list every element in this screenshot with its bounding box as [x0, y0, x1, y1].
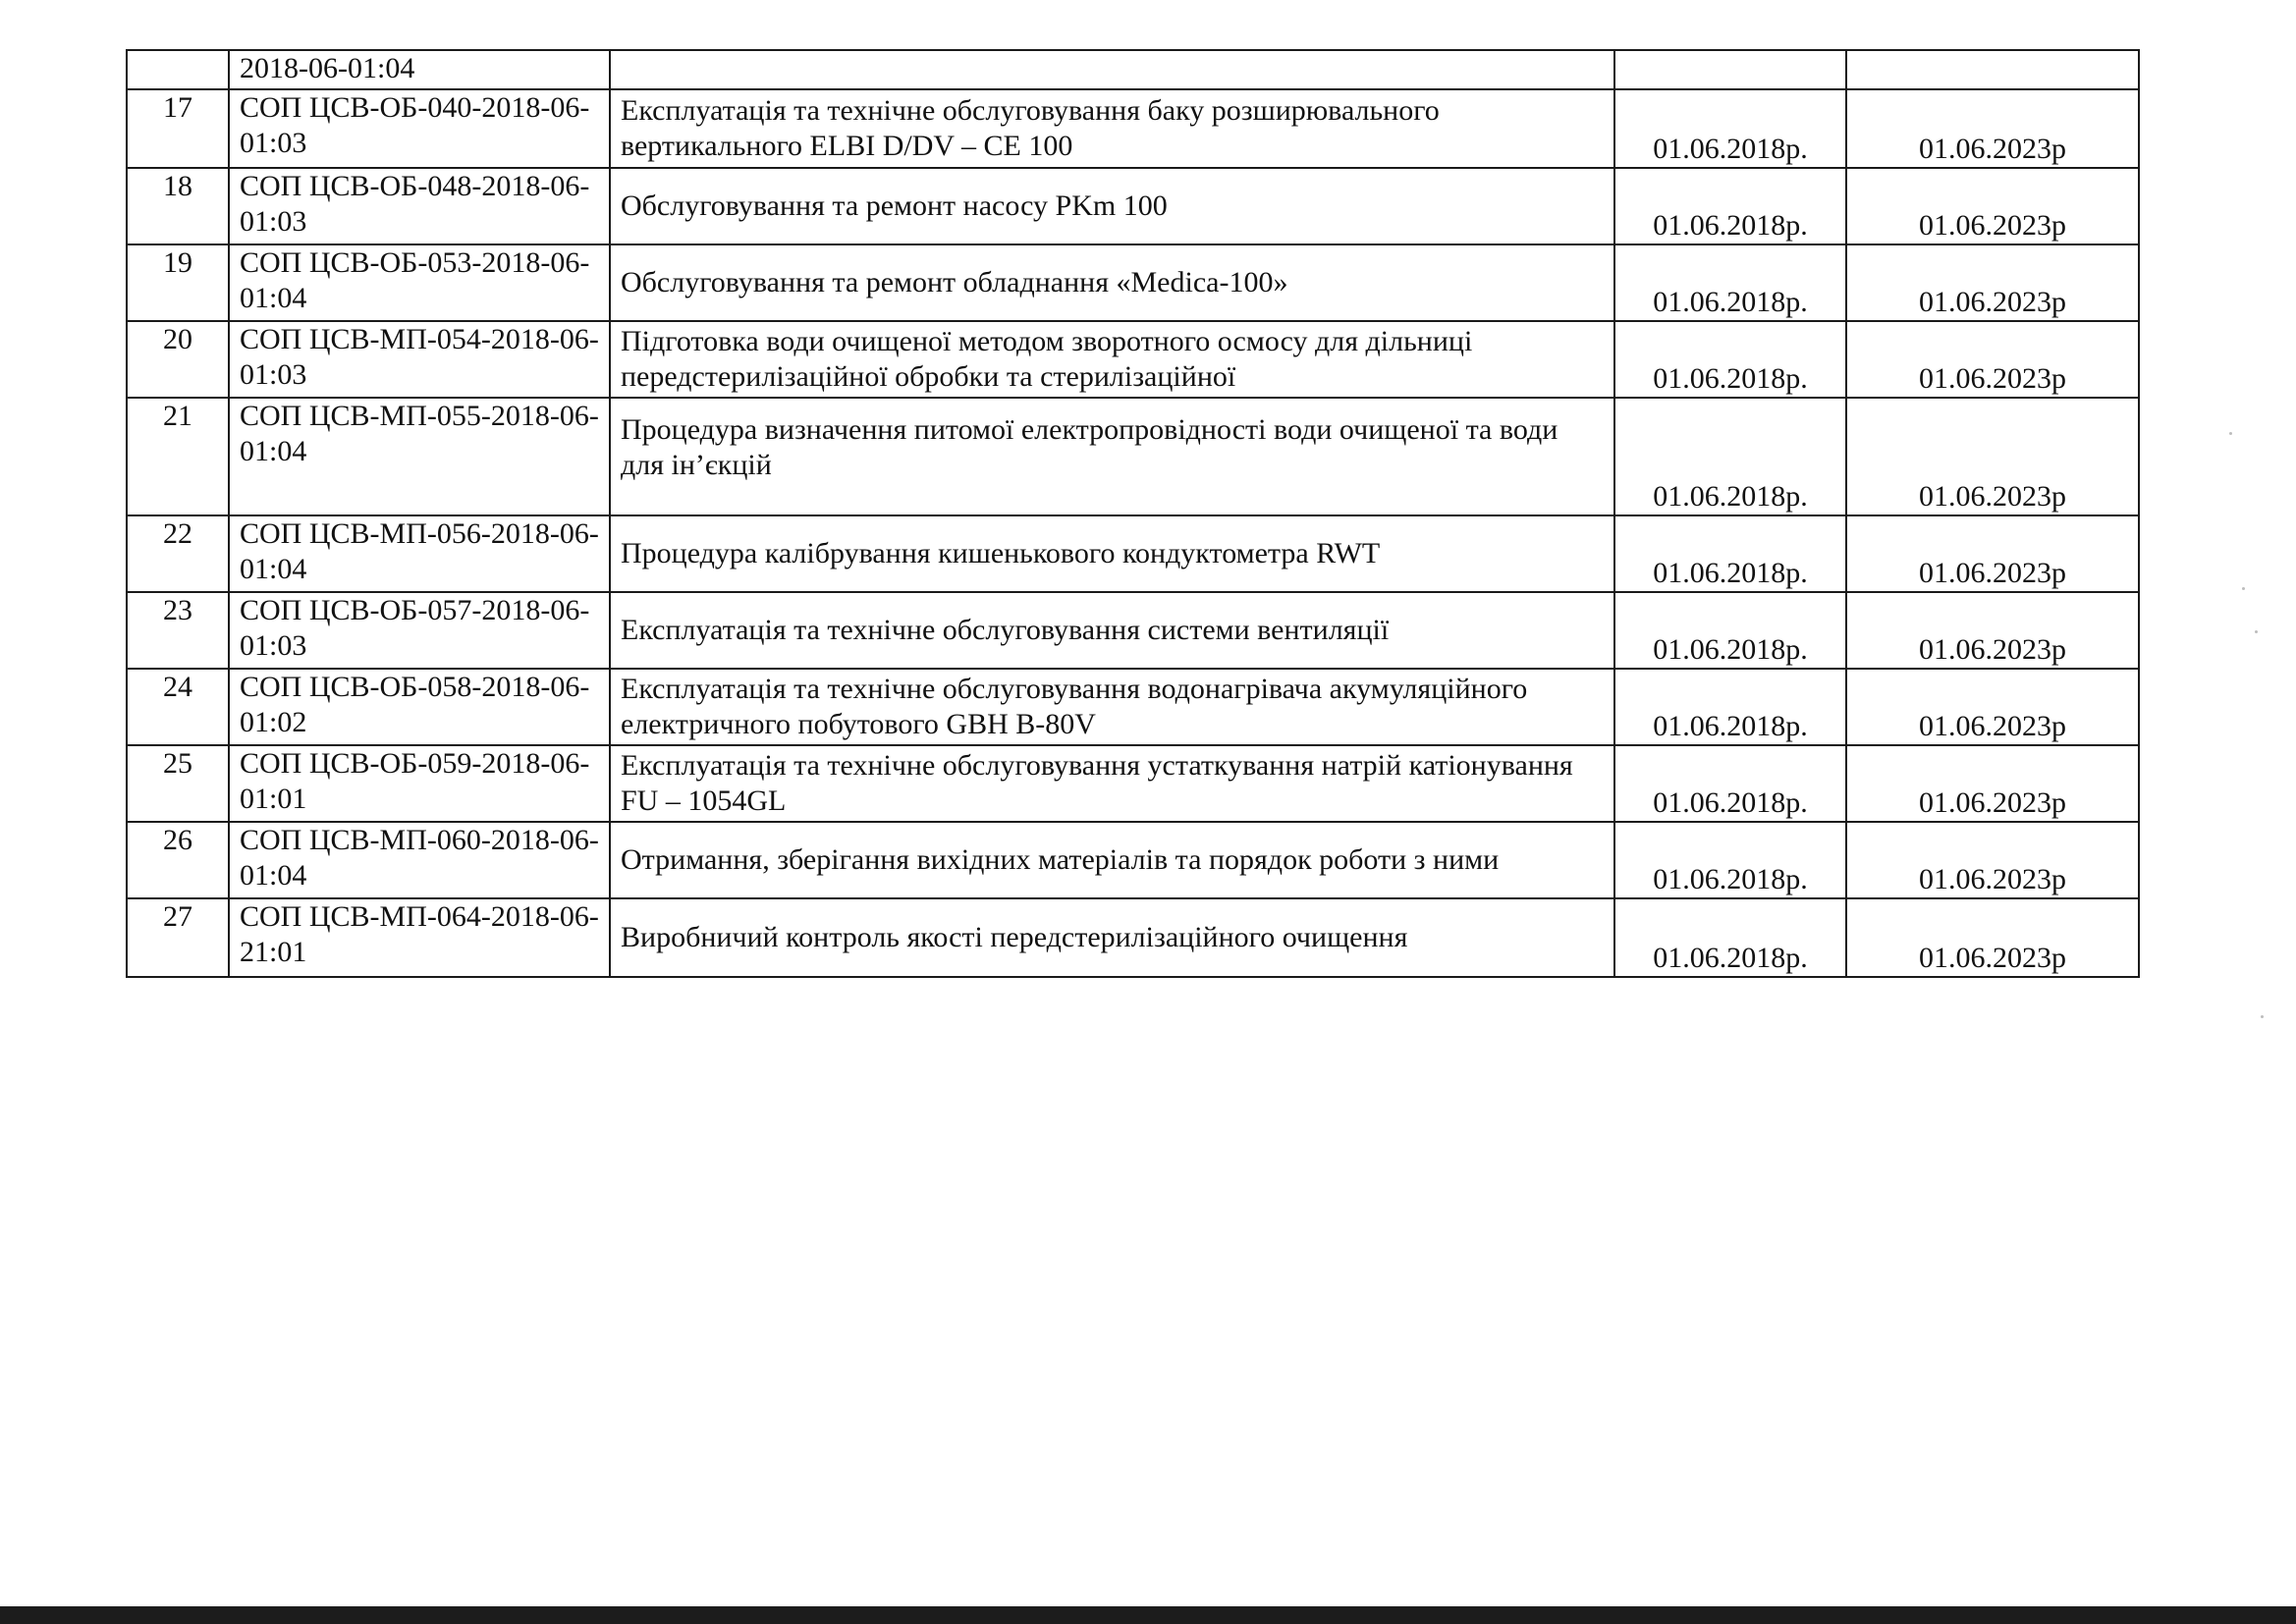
- scan-speck: [2261, 1015, 2264, 1018]
- table-row: [127, 398, 2139, 515]
- table-row: [127, 745, 2139, 822]
- start-date: 01.06.2018р.: [1614, 398, 1846, 515]
- row-number: 25: [127, 745, 229, 822]
- table-row: [127, 50, 2139, 89]
- sop-title: [610, 50, 1614, 89]
- sop-code: СОП ЦСВ-МП-055-2018-06-01:04: [229, 398, 610, 515]
- sop-title: Експлуатація та технічне обслуговування устаткування натрій катіонування FU – 1054GL: [610, 745, 1614, 822]
- sop-code: СОП ЦСВ-МП-060-2018-06-01:04: [229, 822, 610, 898]
- sop-code: 2018-06-01:04: [229, 50, 610, 89]
- start-date: 01.06.2018р.: [1614, 898, 1846, 977]
- sop-title: Виробничий контроль якості передстерилізаційного очищення: [610, 898, 1614, 977]
- start-date: [1614, 50, 1846, 89]
- row-number: 22: [127, 515, 229, 592]
- sop-code: СОП ЦСВ-МП-056-2018-06-01:04: [229, 515, 610, 592]
- row-number: 17: [127, 89, 229, 168]
- start-date: 01.06.2018р.: [1614, 592, 1846, 669]
- end-date: 01.06.2023р: [1846, 822, 2139, 898]
- table-row: [127, 592, 2139, 669]
- row-number: 21: [127, 398, 229, 515]
- sop-code: СОП ЦСВ-МП-064-2018-06-21:01: [229, 898, 610, 977]
- start-date: 01.06.2018р.: [1614, 822, 1846, 898]
- row-number: 20: [127, 321, 229, 398]
- start-date: 01.06.2018р.: [1614, 669, 1846, 745]
- end-date: 01.06.2023р: [1846, 244, 2139, 321]
- row-number: 27: [127, 898, 229, 977]
- start-date: 01.06.2018р.: [1614, 244, 1846, 321]
- scan-bottom-edge: [0, 1606, 2296, 1624]
- sop-title: Експлуатація та технічне обслуговування водонагрівача акумуляційного електричного побутового GBH B-80V: [610, 669, 1614, 745]
- end-date: 01.06.2023р: [1846, 515, 2139, 592]
- sop-code: СОП ЦСВ-МП-054-2018-06-01:03: [229, 321, 610, 398]
- sop-code: СОП ЦСВ-ОБ-040-2018-06-01:03: [229, 89, 610, 168]
- sop-title: Обслуговування та ремонт обладнання «Medica-100»: [610, 244, 1614, 321]
- sop-title: Підготовка води очищеної методом зворотного осмосу для дільниці передстерилізаційної обробки та стерилізаційної: [610, 321, 1614, 398]
- sop-code: СОП ЦСВ-ОБ-053-2018-06-01:04: [229, 244, 610, 321]
- row-number: 18: [127, 168, 229, 244]
- table-row: [127, 244, 2139, 321]
- sop-title: Процедура калібрування кишенькового кондуктометра RWT: [610, 515, 1614, 592]
- sop-title: Отримання, зберігання вихідних матеріалів та порядок роботи з ними: [610, 822, 1614, 898]
- table-row: [127, 669, 2139, 745]
- row-number: [127, 50, 229, 89]
- scan-speck: [2229, 432, 2232, 435]
- table-row: [127, 822, 2139, 898]
- start-date: 01.06.2018р.: [1614, 321, 1846, 398]
- end-date: 01.06.2023р: [1846, 89, 2139, 168]
- row-number: 19: [127, 244, 229, 321]
- sop-title: Експлуатація та технічне обслуговування системи вентиляції: [610, 592, 1614, 669]
- sop-code: СОП ЦСВ-ОБ-058-2018-06-01:02: [229, 669, 610, 745]
- table-row: [127, 321, 2139, 398]
- start-date: 01.06.2018р.: [1614, 745, 1846, 822]
- scan-speck: [2242, 587, 2245, 590]
- end-date: 01.06.2023р: [1846, 168, 2139, 244]
- end-date: [1846, 50, 2139, 89]
- sop-title: Експлуатація та технічне обслуговування баку розширювального вертикального ELBI D/DV – CE 100: [610, 89, 1614, 168]
- sop-title: Обслуговування та ремонт насосу PKm 100: [610, 168, 1614, 244]
- end-date: 01.06.2023р: [1846, 592, 2139, 669]
- table-row: [127, 168, 2139, 244]
- end-date: 01.06.2023р: [1846, 669, 2139, 745]
- row-number: 26: [127, 822, 229, 898]
- scan-speck: [2255, 630, 2258, 633]
- sop-code: СОП ЦСВ-ОБ-048-2018-06-01:03: [229, 168, 610, 244]
- sop-register-table: [126, 49, 2140, 978]
- end-date: 01.06.2023р: [1846, 398, 2139, 515]
- start-date: 01.06.2018р.: [1614, 515, 1846, 592]
- end-date: 01.06.2023р: [1846, 745, 2139, 822]
- row-number: 23: [127, 592, 229, 669]
- sop-title: Процедура визначення питомої електропровідності води очищеної та води для ін’єкцій: [610, 398, 1614, 515]
- table-row: [127, 89, 2139, 168]
- start-date: 01.06.2018р.: [1614, 168, 1846, 244]
- table-row: [127, 898, 2139, 977]
- sop-code: СОП ЦСВ-ОБ-057-2018-06-01:03: [229, 592, 610, 669]
- start-date: 01.06.2018р.: [1614, 89, 1846, 168]
- sop-code: СОП ЦСВ-ОБ-059-2018-06-01:01: [229, 745, 610, 822]
- end-date: 01.06.2023р: [1846, 321, 2139, 398]
- row-number: 24: [127, 669, 229, 745]
- table-row: [127, 515, 2139, 592]
- end-date: 01.06.2023р: [1846, 898, 2139, 977]
